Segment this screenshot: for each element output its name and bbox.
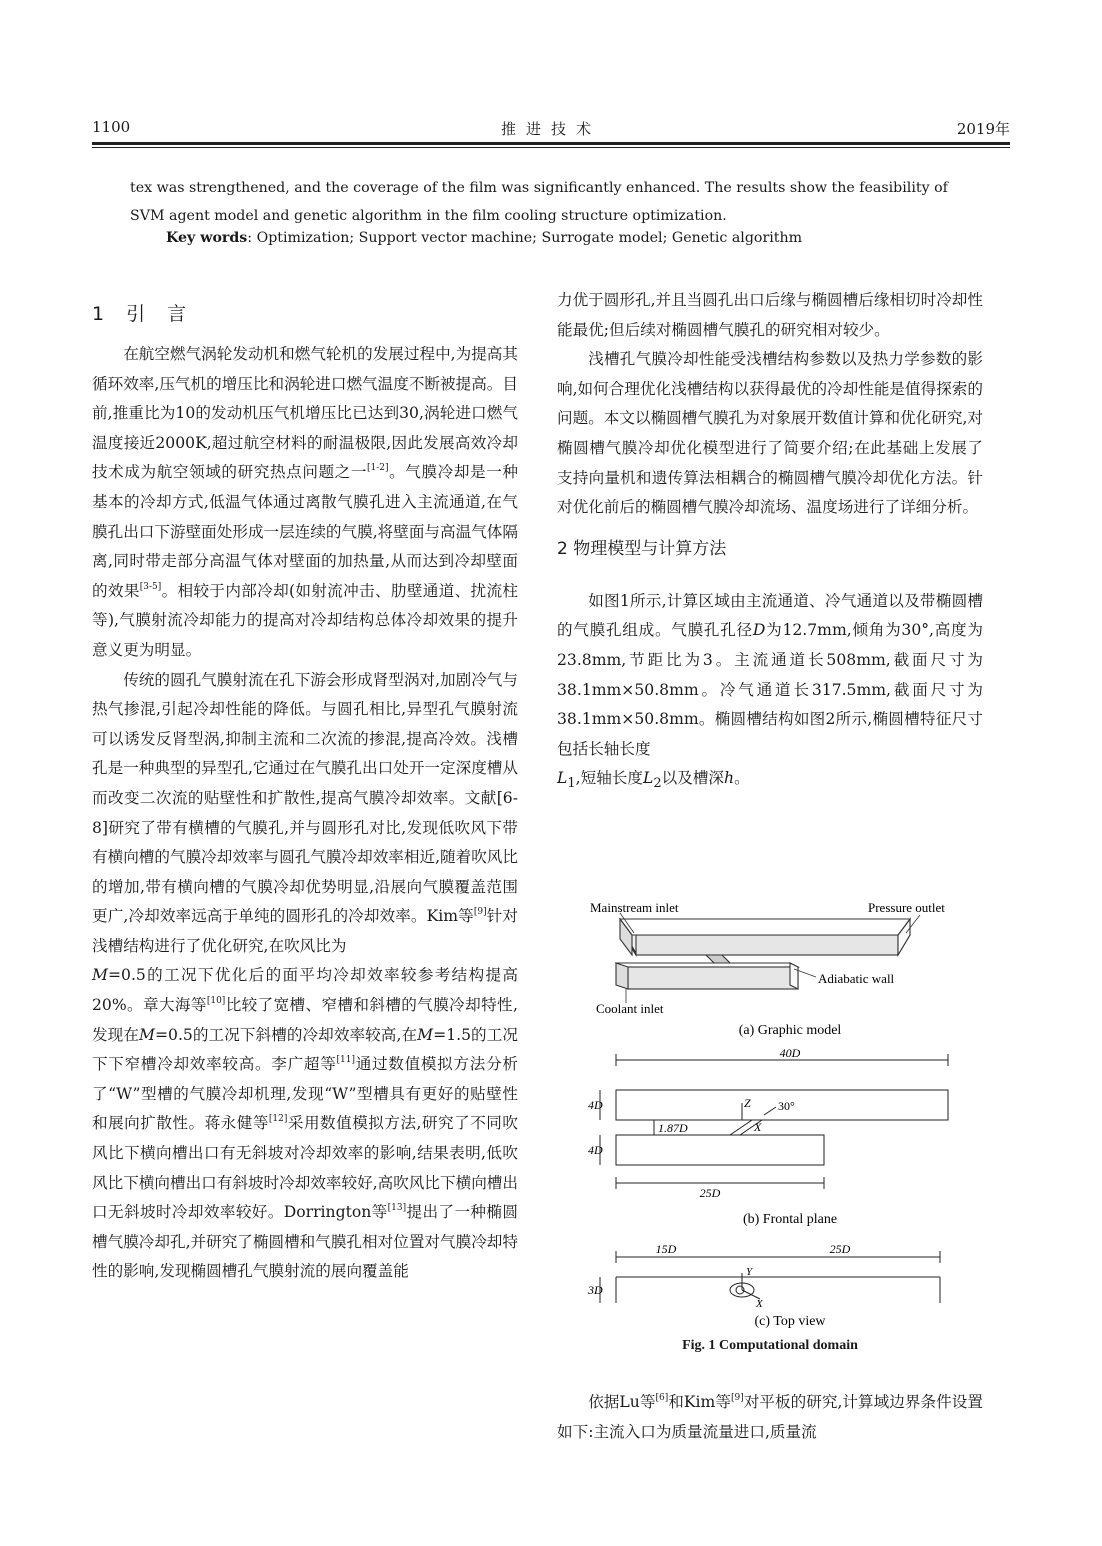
keywords-list: : Optimization; Support vector machine; Surrogate model; Genetic algorithm [247, 230, 803, 246]
dim-4D-top: 4D [588, 1098, 603, 1112]
label-adiabatic-wall: Adiabatic wall [818, 971, 895, 986]
axis-x: X [754, 1120, 762, 1134]
citation: [13] [387, 1203, 407, 1214]
keywords [166, 230, 802, 246]
label-pressure-outlet: Pressure outlet [868, 900, 945, 915]
coolant-channel [628, 967, 798, 989]
dim-40D: 40D [779, 1046, 801, 1060]
dim-25D: 25D [699, 1186, 721, 1200]
citation: [6] [655, 1393, 669, 1403]
coolant-domain-rect [616, 1135, 824, 1165]
header-rule-thin [92, 147, 1010, 148]
figure-caption: Fig. 1 Computational domain [682, 1338, 858, 1353]
right-column [557, 286, 983, 799]
dim-25D-top: 25D [829, 1242, 851, 1256]
post-figure-paragraph [557, 1388, 983, 1447]
abstract [130, 174, 970, 230]
axis-x-top: X [756, 1298, 763, 1310]
top-view [600, 1251, 940, 1303]
mainstream-channel [636, 935, 898, 955]
citation: [1-2] [367, 463, 389, 474]
dim-4D-bottom: 4D [588, 1143, 603, 1157]
header-rule-thick [92, 142, 1010, 145]
paragraph: 力优于圆形孔,并且当圆孔出口后缘与椭圆槽后缘相切时冷却性能最优;但后续对椭圆槽气膜孔的研究相对较少。 [557, 291, 983, 339]
paragraph: 传统的圆孔气膜射流在孔下游会形成肾型涡对,加剧冷气与热气掺混,引起冷却性能的降低。与圆孔相比,异型孔气膜射流可以诱发反肾型涡,抑制主流和二次流的掺混,提高冷效。浅槽孔是一种典型的异型孔,它通过在气膜孔出口处开一定深度槽从而改变二次流的贴壁性和扩散性,提高气膜冷却效率。文献[6-8]研究了带有横槽的气膜孔,并与圆形孔对比,发现低吹风下带有横向槽的气膜冷却效率与圆孔气膜冷却效率相近,随着吹风比的增加,带有横向槽的气膜冷却优势明显,沿展向气膜覆盖范围更广,冷却效率远高于单纯的圆形孔的冷却效率。Kim等[9]针对浅槽结构进行了优化研究,在吹风比为 M=0.5的工况下优化后的面平均冷却效率较参考结构提高20%。章大海等[10]比较了宽槽、窄槽和斜槽的气膜冷却特性,发现在M=0.5的工况下斜槽的冷却效率较高,在M=1.5的工况下下窄槽冷却效率较高。李广超等[11]通过数值模拟方法分析了“W”型槽的气膜冷却机理,发现“W”型槽具有更好的贴壁性和展向扩散性。蒋永健等[12]采用数值模拟方法,研究了不同吹风比下横向槽出口有无斜坡对冷却效率的影响,结果表明,低吹风比下横向槽出口有斜坡时冷却效率较好,高吹风比下横向槽出口无斜坡时冷却效率较好。Dorrington等[13]提出了一种椭圆槽气膜冷却孔,并研究了椭圆槽和气膜孔相对位置对气膜冷却特性的影响,发现椭圆槽孔气膜射流的展向覆盖能 [92, 670, 518, 1281]
axis-z: Z [744, 1096, 751, 1110]
subcaption-c: (c) Top view [754, 1314, 826, 1329]
abstract-line: tex was strengthened, and the coverage of the film was significantly enhanced. The results show the feasibility of [130, 180, 948, 196]
label-coolant-inlet: Coolant inlet [596, 1001, 664, 1016]
section-1-title: 1 引 言 [92, 303, 195, 325]
subcaption-b: (b) Frontal plane [742, 1212, 838, 1227]
figure-1 [580, 895, 1000, 1365]
running-header [92, 118, 1010, 140]
axis-y: Y [746, 1266, 753, 1278]
dim-3D: 3D [588, 1283, 603, 1297]
paragraph: 浅槽孔气膜冷却性能受浅槽结构参数以及热力学参数的影响,如何合理优化浅槽结构以获得最优的冷却性能是值得探索的问题。本文以椭圆槽气膜孔为对象展开数值计算和优化研究,对椭圆槽气膜冷却优化模型进行了简要介绍;在此基础上发展了支持向量机和遗传算法相耦合的椭圆槽气膜冷却优化方法。针对优化前后的椭圆槽气膜冷却流场、温度场进行了详细分析。 [557, 350, 983, 517]
frontal-plane [600, 1054, 948, 1189]
citation: [9] [473, 907, 487, 918]
left-column [92, 300, 518, 1287]
journal-name: 推进技术 [500, 120, 601, 138]
subcaption-a: (a) Graphic model [738, 1023, 842, 1038]
section-2-title: 2 物理模型与计算方法 [557, 538, 727, 559]
citation: [3-5] [139, 581, 162, 592]
paragraph: 在航空燃气涡轮发动机和燃气轮机的发展过程中,为提高其循环效率,压气机的增压比和涡轮进口燃气温度不断被提高。目前,推重比为10的发动机压气机增压比已达到30,涡轮进口燃气温度接近2000K,超过航空材料的耐温极限,因此发展高效冷却技术成为航空领域的研究热点问题之一[1-2]。气膜冷却是一种基本的冷却方式,低温气体通过离散气膜孔进入主流通道,在气膜孔出口下游壁面处形成一层连续的气膜,将壁面与高温气体隔离,同时带走部分高温气体对壁面的加热量,从而达到冷却壁面的效果[3-5]。相较于内部冷却(如射流冲击、肋壁通道、扰流柱等),气膜射流冷却能力的提高对冷却结构总体冷却效果的提升意义更为明显。 [92, 345, 518, 659]
citation: [11] [336, 1055, 355, 1066]
film-hole [706, 955, 730, 963]
publication-year: 2019年 [956, 120, 1010, 138]
dim-1-87D: 1.87D [658, 1121, 688, 1135]
citation: [12] [268, 1114, 288, 1125]
angle-30: 30° [778, 1099, 795, 1113]
keywords-label: Key words [166, 230, 248, 246]
paragraph: 如图1所示,计算区域由主流通道、冷气通道以及带椭圆槽的气膜孔组成。气膜孔孔径D为12.7mm,倾角为30°,高度为23.8mm,节距比为3。主流通道长508mm,截面尺寸为38.1mm×50.8mm。冷气通道长317.5mm,截面尺寸为38.1mm×50.8mm。椭圆槽结构如图2所示,椭圆槽特征尺寸包括长轴长度 $L_1$,短轴长度$L_2$以及槽深h。 [557, 591, 983, 792]
label-mainstream-inlet: Mainstream inlet [590, 900, 679, 915]
page-number: 1100 [92, 118, 131, 136]
abstract-line: SVM agent model and genetic algorithm in the film cooling structure optimization. [130, 208, 727, 224]
paragraph: 依据Lu等[6]和Kim等[9]对平板的研究,计算域边界条件设置如下:主流入口为质量流量进口,质量流 [557, 1393, 983, 1441]
dim-15D: 15D [655, 1242, 677, 1256]
citation: [10] [206, 996, 226, 1007]
citation: [9] [730, 1393, 744, 1403]
